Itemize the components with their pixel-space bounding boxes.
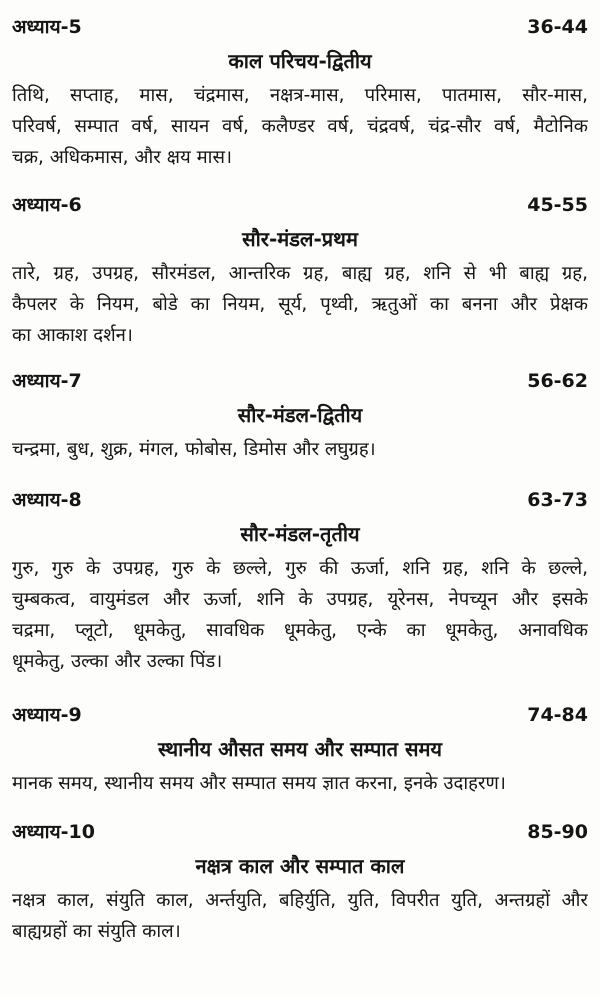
topic-line: चद्रमा, प्लूटो, धूमकेतु, सावधिक धूमकेतु, एन्के का धूमकेतु, अनावधिक (12, 620, 588, 641)
chapter-title: सौर-मंडल-द्वितीय (237, 403, 363, 427)
chapter-topics (12, 80, 588, 173)
chapter-header (12, 368, 588, 394)
chapter-topics (12, 434, 588, 465)
topic-line: चक्र, अधिकमास, और क्षय मास। (12, 147, 232, 168)
chapter-header (12, 192, 588, 218)
chapter-header (12, 819, 588, 845)
topic-line: कैपलर के नियम, बोडे का नियम, सूर्य, पृथ्वी, ऋतुओं का बनना और प्रेक्षक (12, 294, 588, 315)
page-range: 85-90 (527, 821, 588, 843)
topic-line: चुम्बकत्व, वायुमंडल और ऊर्जा, शनि के उपग्रह, यूरेनस, नेपच्यून और इसके (12, 589, 588, 610)
chapter-entry (12, 702, 588, 799)
topic-line: चन्द्रमा, बुध, शुक्र, मंगल, फोबोस, डिमोस और लघुग्रह। (12, 439, 376, 460)
page-range: 56-62 (527, 370, 588, 392)
topic-line: का आकाश दर्शन। (12, 325, 133, 346)
chapter-label: अध्याय-6 (12, 194, 82, 216)
topic-line: तिथि, सप्ताह, मास, चंद्रमास, नक्षत्र-मास, परिमास, पातमास, सौर-मास, (12, 85, 588, 106)
chapter-topics (12, 553, 588, 677)
chapter-entry (12, 487, 588, 677)
page-range: 63-73 (527, 489, 588, 511)
chapter-topics (12, 258, 588, 351)
chapter-label: अध्याय-5 (12, 16, 82, 38)
chapter-header (12, 702, 588, 728)
topic-line: नक्षत्र काल, संयुति काल, अर्न्तयुति, बहिर्युति, युति, विपरीत युति, अन्तग्रहों और (12, 890, 588, 911)
chapter-label: अध्याय-8 (12, 489, 82, 511)
chapter-title: सौर-मंडल-तृतीय (240, 522, 360, 546)
chapter-title: नक्षत्र काल और सम्पात काल (195, 854, 405, 878)
chapter-topics (12, 768, 588, 799)
chapter-header (12, 14, 588, 40)
page-range: 45-55 (527, 194, 588, 216)
chapter-topics (12, 885, 588, 947)
page-range: 36-44 (527, 16, 588, 38)
chapter-label: अध्याय-10 (12, 821, 95, 843)
chapter-title: स्थानीय औसत समय और सम्पात समय (157, 737, 443, 761)
chapter-label: अध्याय-9 (12, 704, 82, 726)
topic-line: बाह्यग्रहों का संयुति काल। (12, 921, 181, 942)
chapter-entry (12, 368, 588, 465)
chapter-title: सौर-मंडल-प्रथम (242, 227, 358, 251)
topic-line: धूमकेतु, उल्का और उल्का पिंड। (12, 651, 223, 672)
page-range: 74-84 (527, 704, 588, 726)
topic-line: तारे, ग्रह, उपग्रह, सौरमंडल, आन्तरिक ग्रह, बाह्य ग्रह, शनि से भी बाह्य ग्रह, (12, 263, 588, 284)
chapter-title: काल परिचय-द्वितीय (228, 49, 372, 73)
topic-line: मानक समय, स्थानीय समय और सम्पात समय ज्ञात करना, इनके उदाहरण। (12, 773, 506, 794)
topic-line: गुरु, गुरु के उपग्रह, गुरु के छल्ले, गुरु की ऊर्जा, शनि ग्रह, शनि के छल्ले, (12, 558, 588, 579)
chapter-entry (12, 819, 588, 947)
chapter-entry (12, 192, 588, 351)
chapter-header (12, 487, 588, 513)
chapter-label: अध्याय-7 (12, 370, 82, 392)
topic-line: परिवर्ष, सम्पात वर्ष, सायन वर्ष, कलैण्डर वर्ष, चंद्रवर्ष, चंद्र-सौर वर्ष, मैटोनिक (12, 116, 588, 137)
chapter-entry (12, 14, 588, 173)
